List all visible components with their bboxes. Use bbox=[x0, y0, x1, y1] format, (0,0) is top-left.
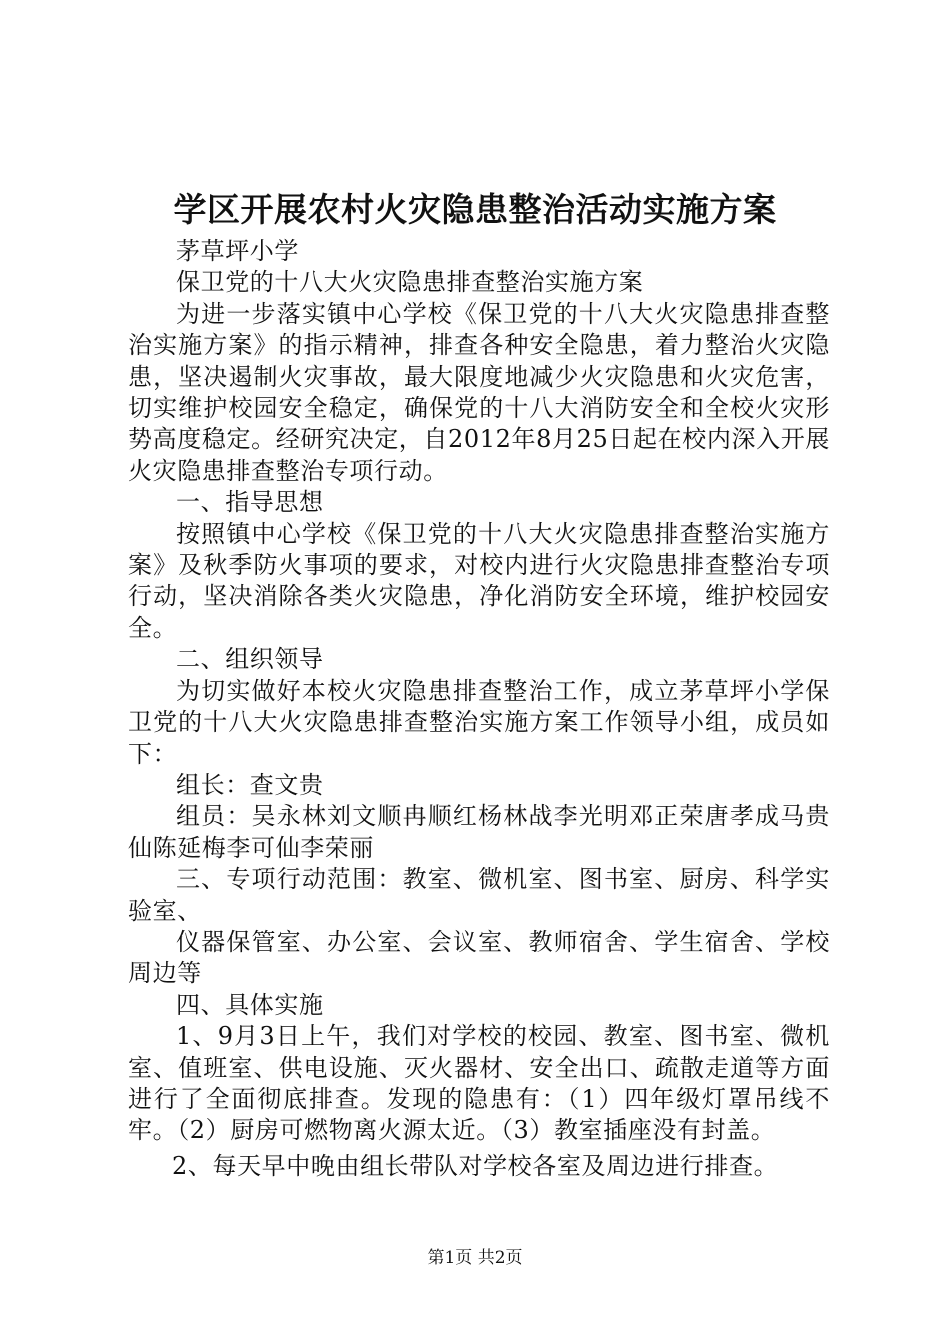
section-scope: 三、专项行动范围：教室、微机室、图书室、厨房、科学实验室、 bbox=[128, 865, 830, 925]
organization-paragraph: 为切实做好本校火灾隐患排查整治工作，成立茅草坪小学保卫党的十八大火灾隐患排查整治实施方案工作领导小组，成员如下： bbox=[128, 676, 830, 768]
implementation-item-1: 1、9月3日上午，我们对学校的校园、教室、图书室、微机室、值班室、供电设施、灭火器材、安全出口、疏散走道等方面进行了全面彻底排查。发现的隐患有：（1）四年级灯罩吊线不牢。（2）厨房可燃物离火源太近。（3）教室插座没有封盖。 bbox=[128, 1022, 830, 1145]
team-members: 组员：吴永林刘文顺冉顺红杨林战李光明邓正荣唐孝成马贵仙陈延梅李可仙李荣丽 bbox=[128, 802, 830, 862]
guiding-thought-paragraph: 按照镇中心学校《保卫党的十八大火灾隐患排查整治实施方案》及秋季防火事项的要求，对校内进行火灾隐患排查整治专项行动，坚决消除各类火灾隐患，净化消防安全环境，维护校园安全。 bbox=[128, 519, 830, 642]
section-heading-guiding-thought: 一、指导思想 bbox=[176, 488, 324, 517]
document-body bbox=[128, 236, 830, 1182]
implementation-item-2: 2、每天早中晚由组长带队对学校各室及周边进行排查。 bbox=[172, 1151, 779, 1180]
scope-continued: 仪器保管室、办公室、会议室、教师宿舍、学生宿舍、学校周边等 bbox=[128, 927, 830, 988]
intro-paragraph: 为进一步落实镇中心学校《保卫党的十八大火灾隐患排查整治实施方案》的指示精神，排查各种安全隐患，着力整治火灾隐患，坚决遏制火灾事故，最大限度地减少火灾隐患和火灾危害，切实维护校园安全稳定，确保党的十八大消防安全和全校火灾形势高度稳定。经研究决定，自2012年8月25日起在校内深入开展火灾隐患排查整治专项行动。 bbox=[128, 299, 830, 485]
document-title: 学区开展农村火灾隐患整治活动实施方案 bbox=[173, 190, 777, 229]
school-name: 茅草坪小学 bbox=[176, 237, 299, 265]
page-footer: 第1页 共2页 bbox=[427, 1248, 523, 1268]
team-leader: 组长：查文贵 bbox=[176, 770, 324, 799]
plan-subtitle: 保卫党的十八大火灾隐患排查整治实施方案 bbox=[176, 268, 644, 297]
section-heading-organization: 二、组织领导 bbox=[176, 645, 324, 674]
section-heading-implementation: 四、具体实施 bbox=[176, 990, 324, 1019]
